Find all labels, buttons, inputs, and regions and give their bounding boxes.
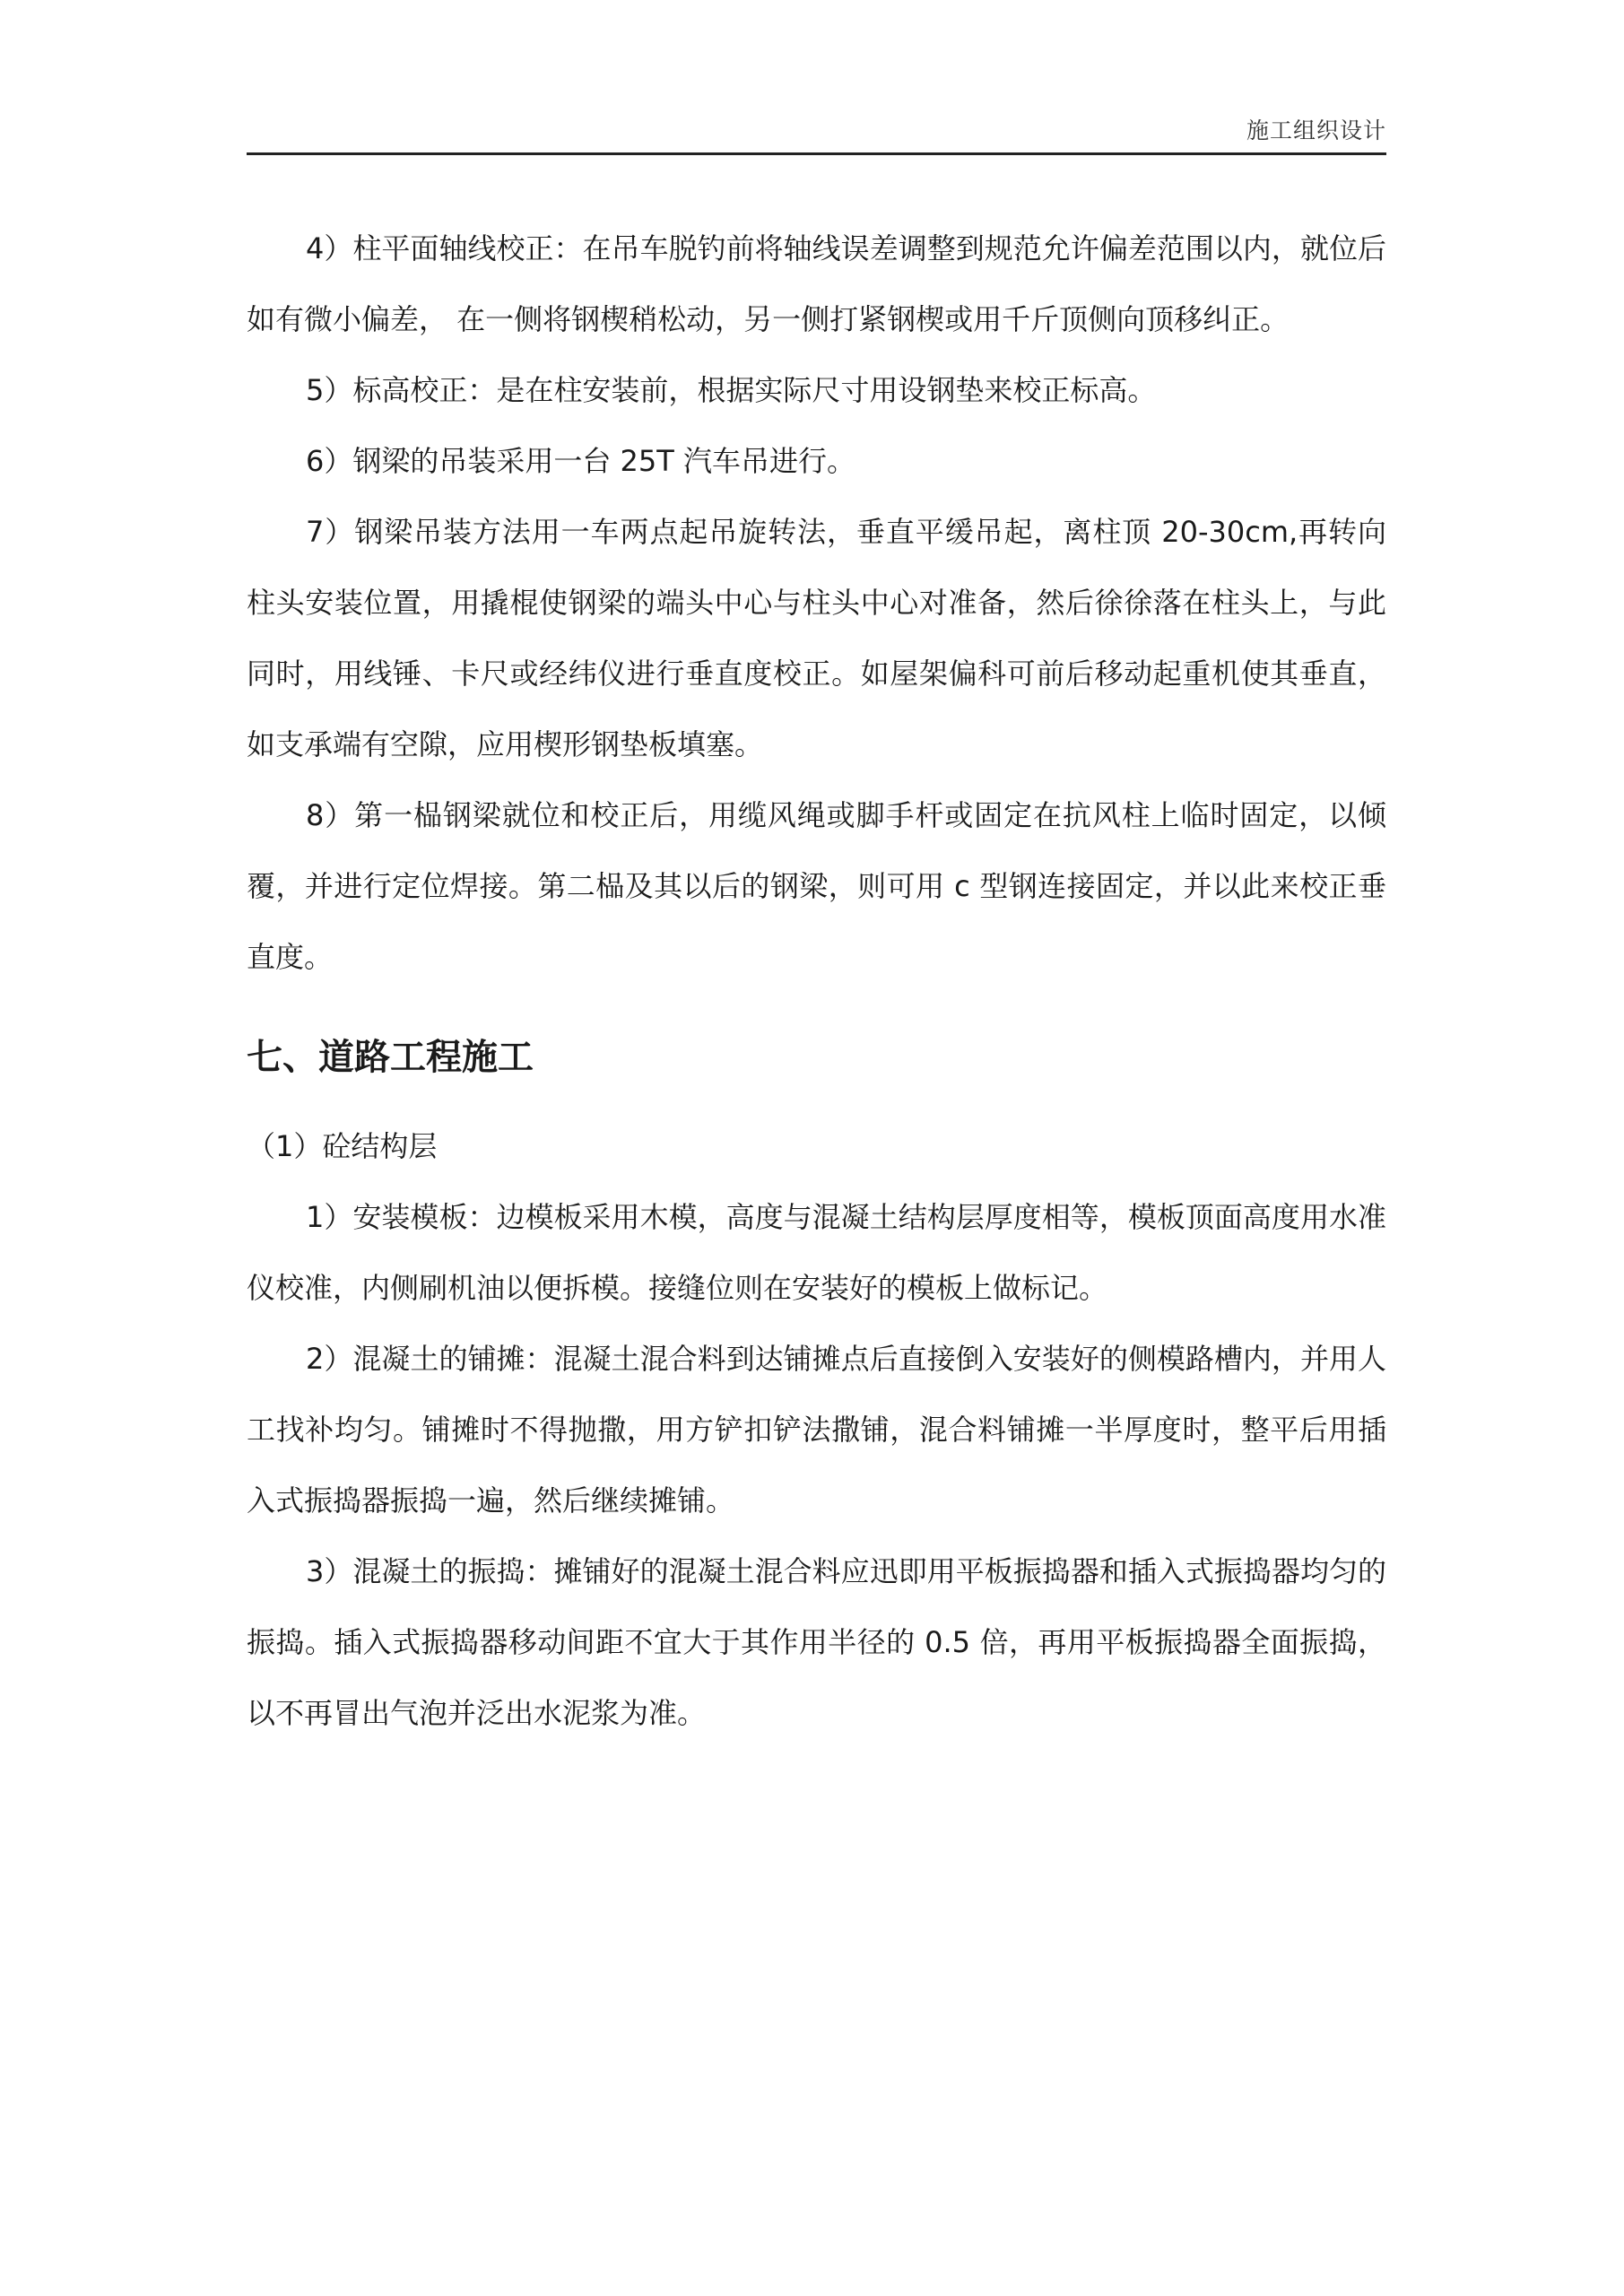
paragraph-beam-fixing: 8）第一榀钢梁就位和校正后，用缆风绳或脚手杆或固定在抗风柱上临时固定，以倾覆，并进行定位焊接。第二榀及其以后的钢梁，则可用 c 型钢连接固定，并以此来校正垂直度。	[247, 798, 1386, 974]
paragraph-beam-hoisting: 7）钢梁吊装方法用一车两点起吊旋转法，垂直平缓吊起，离柱顶 20-30cm,再转向柱头安装位置，用撬棍使钢梁的端头中心与柱头中心对准备，然后徐徐落在柱头上，与此同时，用线锤、卡尺或经纬仪进行垂直度校正。如屋架偏科可前后移动起重机使其垂直，如支承端有空隙，应用楔形钢垫板填塞。	[247, 515, 1386, 761]
paragraph-elevation-correction: 5）标高校正：是在柱安装前，根据实际尺寸用设钢垫来校正标高。	[306, 373, 1157, 407]
page-header-title: 施工组织设计	[1246, 117, 1386, 144]
section-subheading: （1）砼结构层	[247, 1129, 438, 1163]
document-body	[247, 213, 1386, 1749]
paragraph-crane: 6）钢梁的吊装采用一台 25T 汽车吊进行。	[306, 444, 855, 478]
section-heading: 七、道路工程施工	[247, 1037, 534, 1078]
header-divider	[247, 152, 1386, 155]
paragraph-axis-correction: 4）柱平面轴线校正：在吊车脱钓前将轴线误差调整到规范允许偏差范围以内，就位后如有微小偏差， 在一侧将钢楔稍松动，另一侧打紧钢楔或用千斤顶侧向顶移纠正。	[247, 231, 1386, 336]
paragraph-concrete-spreading: 2）混凝土的铺摊：混凝土混合料到达铺摊点后直接倒入安装好的侧模路槽内，并用人工找补均匀。铺摊时不得抛撒，用方铲扣铲法撒铺，混合料铺摊一半厚度时，整平后用插入式振捣器振捣一遍，然后继续摊铺。	[247, 1342, 1386, 1518]
paragraph-formwork: 1）安装模板：边模板采用木模，高度与混凝土结构层厚度相等，模板顶面高度用水准仪校准，内侧刷机油以便拆模。接缝位则在安装好的模板上做标记。	[247, 1200, 1386, 1305]
paragraph-concrete-vibration: 3）混凝土的振捣：摊铺好的混凝土混合料应迅即用平板振捣器和插入式振捣器均匀的振捣。插入式振捣器移动间距不宜大于其作用半径的 0.5 倍，再用平板振捣器全面振捣，以不再冒出气泡并泛出水泥浆为准。	[247, 1554, 1386, 1730]
